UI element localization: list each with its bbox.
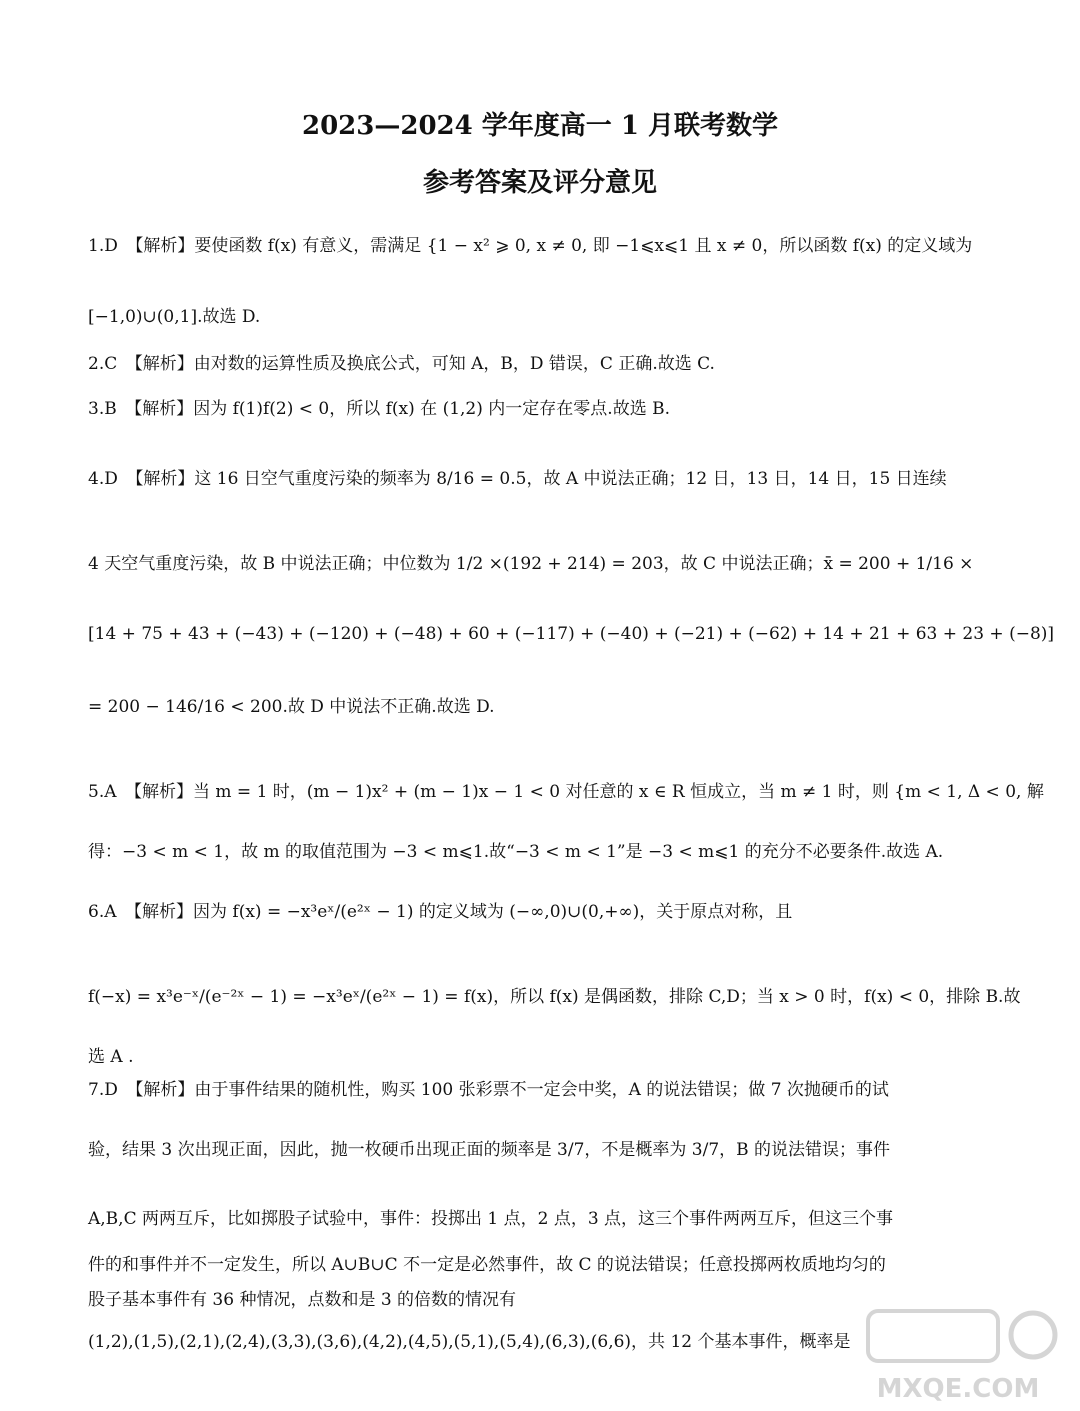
svg-text:MXQE.COM: MXQE.COM xyxy=(876,1374,1040,1404)
answer-1-line-1: 1.D 【解析】要使函数 f(x) 有意义，需满足 {1 − x² ⩾ 0, x ≠ 0, 即 −1⩽x⩽1 且 x ≠ 0，所以函数 f(x) 的定义域为 xyxy=(88,236,973,256)
answer-4-line-4: = 200 − 146/16 < 200.故 D 中说法不正确.故选 D. xyxy=(88,697,495,717)
answer-7-line-3: A,B,C 两两互斥，比如掷股子试验中，事件：投掷出 1 点，2 点，3 点，这三个事件两两互斥，但这三个事 xyxy=(88,1209,894,1229)
answer-7-line-5: 股子基本事件有 36 种情况，点数和是 3 的倍数的情况有 xyxy=(88,1290,517,1310)
watermark-logo xyxy=(858,1297,1058,1407)
answer-7-line-6: (1,2),(1,5),(2,1),(2,4),(3,3),(3,6),(4,2),(4,5),(5,1),(5,4),(6,3),(6,6)，共 12 个基本事件，概率是 xyxy=(88,1332,851,1352)
answer-7-line-4: 件的和事件并不一定发生，所以 A∪B∪C 不一定是必然事件，故 C 的说法错误；任意投掷两枚质地均匀的 xyxy=(88,1255,886,1275)
document-title: 2023—2024 学年度高一 1 月联考数学 xyxy=(302,111,778,141)
answer-5-line-1: 5.A 【解析】当 m = 1 时，(m − 1)x² + (m − 1)x − 1 < 0 对任意的 x ∈ R 恒成立，当 m ≠ 1 时，则 {m < 1, Δ < 0, 解 xyxy=(88,782,1044,802)
answer-1-line-2: [−1,0)∪(0,1].故选 D. xyxy=(88,307,261,327)
answer-5-line-2: 得：−3 < m < 1，故 m 的取值范围为 −3 < m⩽1.故“−3 < m < 1”是 −3 < m⩽1 的充分不必要条件.故选 A. xyxy=(88,842,944,862)
answer-6-line-2: f(−x) = x³e⁻ˣ/(e⁻²ˣ − 1) = −x³eˣ/(e²ˣ − 1) = f(x)，所以 f(x) 是偶函数，排除 C,D；当 x > 0 时，f(x) < 0，排除 B.故 xyxy=(88,987,1021,1007)
answer-7-line-1: 7.D 【解析】由于事件结果的随机性，购买 100 张彩票不一定会中奖，A 的说法错误；做 7 次抛硬币的试 xyxy=(88,1080,889,1100)
answer-3: 3.B 【解析】因为 f(1)f(2) < 0，所以 f(x) 在 (1,2) 内一定存在零点.故选 B. xyxy=(88,399,670,419)
answer-4-line-3: [14 + 75 + 43 + (−43) + (−120) + (−48) + 60 + (−117) + (−40) + (−21) + (−62) + 14 + 21 + 63 + 23 + (−8)] xyxy=(88,624,1055,644)
answer-7-line-2: 验，结果 3 次出现正面，因此，抛一枚硬币出现正面的频率是 3/7，不是概率为 3/7，B 的说法错误；事件 xyxy=(88,1140,891,1160)
answer-4-line-2: 4 天空气重度污染，故 B 中说法正确；中位数为 1/2 ×(192 + 214) = 203，故 C 中说法正确；x̄ = 200 + 1/16 × xyxy=(88,554,974,574)
answer-2: 2.C 【解析】由对数的运算性质及换底公式，可知 A，B，D 错误，C 正确.故选 C. xyxy=(88,354,715,374)
document-subtitle: 参考答案及评分意见 xyxy=(422,168,657,198)
answer-4-line-1: 4.D 【解析】这 16 日空气重度污染的频率为 8/16 = 0.5，故 A 中说法正确；12 日，13 日，14 日，15 日连续 xyxy=(88,469,947,489)
answer-6-line-3: 选 A . xyxy=(88,1047,134,1067)
answer-6-line-1: 6.A 【解析】因为 f(x) = −x³eˣ/(e²ˣ − 1) 的定义域为 (−∞,0)∪(0,+∞)，关于原点对称，且 xyxy=(88,902,793,922)
